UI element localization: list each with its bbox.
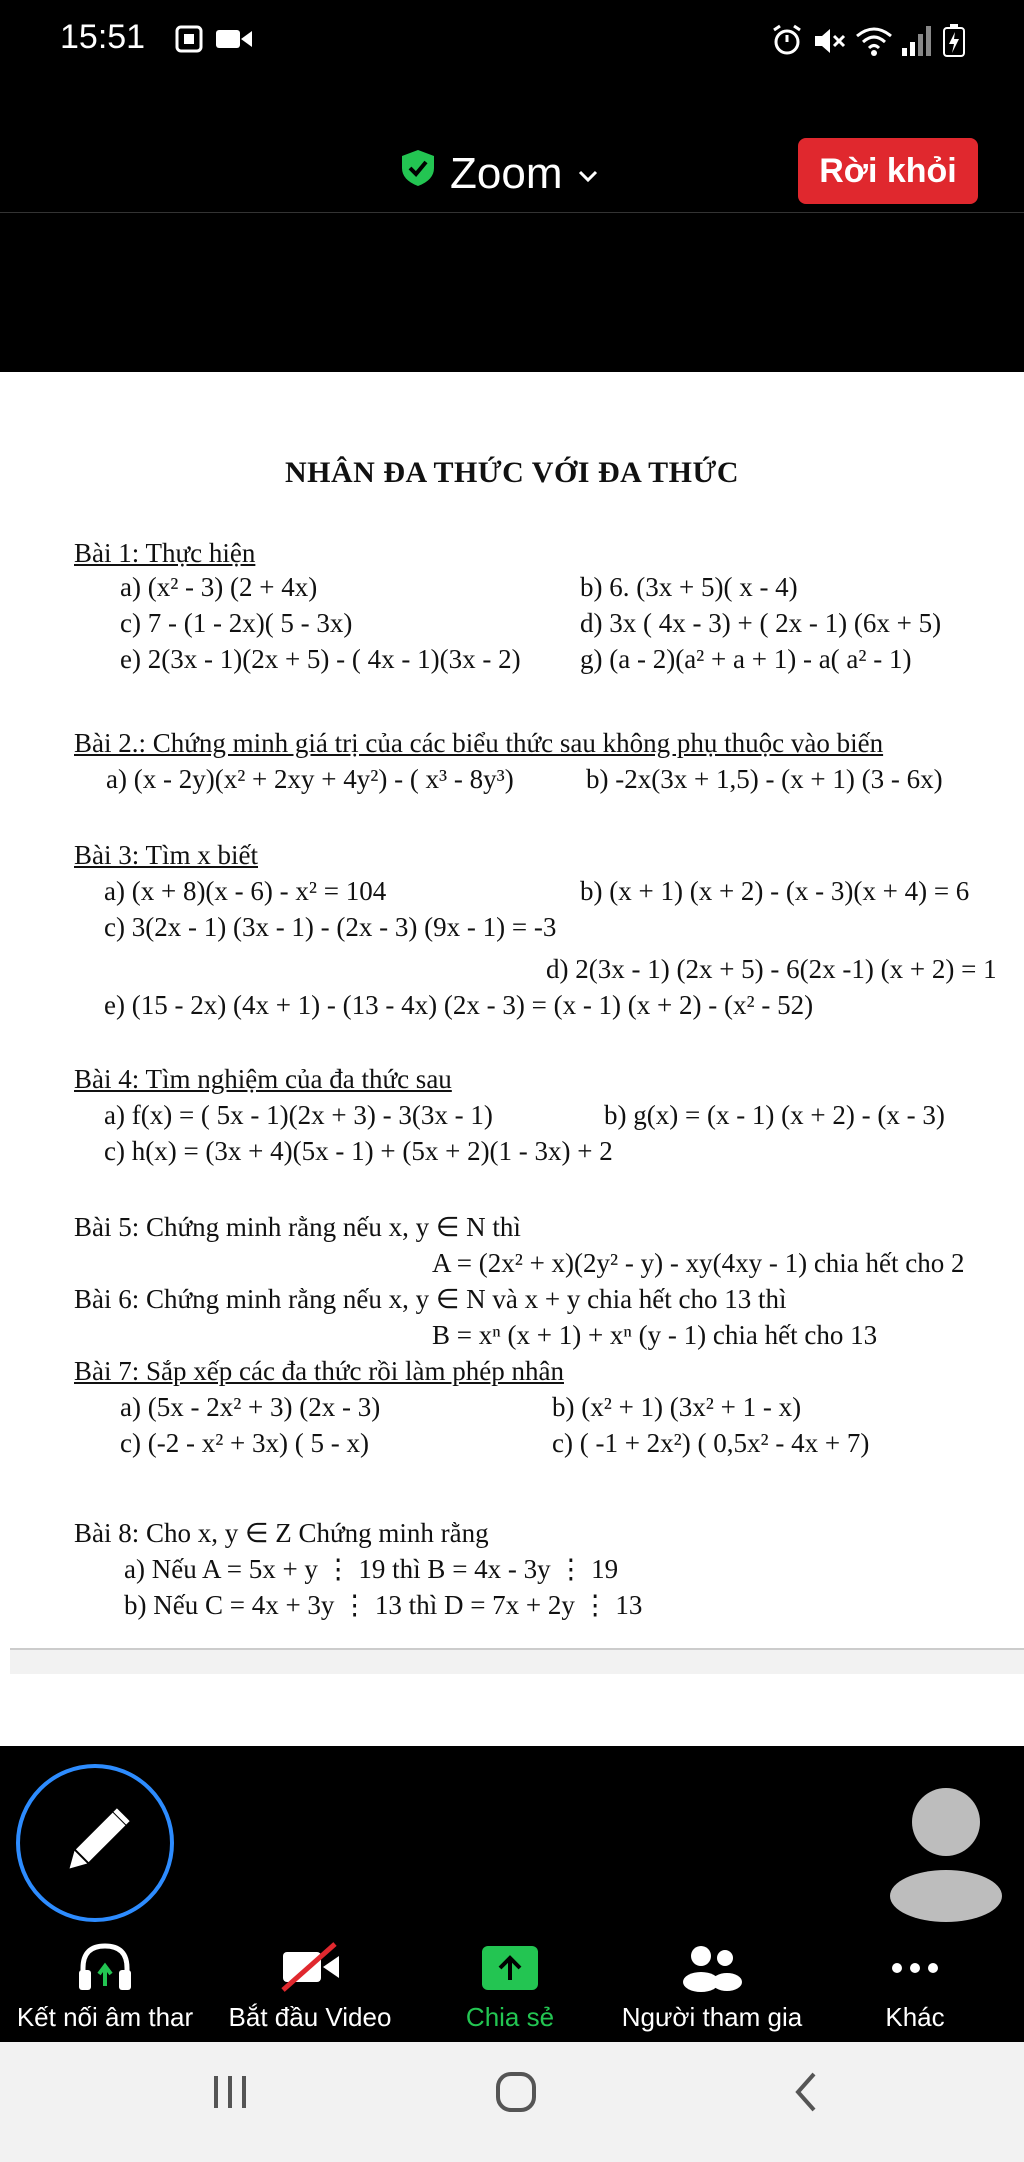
bottom-toolbar (0, 1934, 1024, 2042)
shield-check-icon (400, 148, 436, 199)
meeting-app-name: Zoom (450, 148, 563, 198)
audio-button[interactable] (0, 1934, 210, 2042)
bai6-expr: B = xⁿ (x + 1) + xⁿ (y - 1) chia hết cho 13 (432, 1320, 878, 1350)
document-title: NHÂN ĐA THỨC VỚI ĐA THỨC (284, 456, 739, 489)
participants-icon (679, 1940, 745, 1999)
bai7-c2: c) ( -1 + 2x²) ( 0,5x² - 4x + 7) (552, 1428, 870, 1458)
status-time: 15:51 (60, 18, 146, 56)
bai5-expr: A = (2x² + x)(2y² - y) - xy(4xy - 1) chia hết cho 2 (432, 1248, 965, 1278)
bai3-heading: Bài 3: Tìm x biết (74, 840, 258, 870)
bai1-heading: Bài 1: Thực hiện (74, 538, 256, 568)
mute-icon (812, 24, 846, 63)
share-label: Chia sẻ (465, 2002, 555, 2032)
bai3-a: a) (x + 8)(x - 6) - x² = 104 (104, 876, 387, 906)
meeting-top-bar (0, 130, 1024, 210)
status-bar (0, 0, 1024, 80)
document-footer-strip (10, 1650, 1024, 1674)
annotate-button[interactable] (16, 1764, 174, 1922)
bai7-heading: Bài 7: Sắp xếp các đa thức rồi làm phép nhân (74, 1356, 564, 1386)
share-screen-icon (480, 1940, 540, 1999)
bai4-a: a) f(x) = ( 5x - 1)(2x + 3) - 3(3x - 1) (104, 1100, 493, 1130)
shared-document (0, 372, 1024, 1746)
meeting-title[interactable] (400, 148, 600, 199)
meeting-control-panel (0, 1746, 1024, 2042)
chevron-down-icon (576, 149, 600, 199)
back-icon[interactable] (786, 2070, 830, 2119)
recent-apps-icon[interactable] (208, 2070, 252, 2119)
more-button[interactable] (850, 1934, 980, 2042)
screen-record-icon (174, 24, 204, 59)
bai2-a: a) (x - 2y)(x² + 2xy + 4y²) - ( x³ - 8y³) (106, 764, 514, 794)
bai1-a: a) (x² - 3) (2 + 4x) (120, 572, 318, 602)
bai4-b: b) g(x) = (x - 1) (x + 2) - (x - 3) (604, 1100, 945, 1130)
bai7-c: c) (-2 - x² + 3x) ( 5 - x) (120, 1428, 369, 1458)
bai3-b: b) (x + 1) (x + 2) - (x - 3)(x + 4) = 6 (580, 876, 970, 906)
more-dots-icon (885, 1940, 945, 1999)
bai3-c: c) 3(2x - 1) (3x - 1) - (2x - 3) (9x - 1) = -3 (104, 912, 557, 942)
bai8-a: a) Nếu A = 5x + y ⋮ 19 thì B = 4x - 3y ⋮ 19 (124, 1554, 619, 1584)
bai2-heading: Bài 2.: Chứng minh giá trị của các biểu thức sau không phụ thuộc vào biến (74, 728, 884, 758)
bai1-d: d) 3x ( 4x - 3) + ( 2x - 1) (6x + 5) (580, 608, 942, 638)
bai7-a: a) (5x - 2x² + 3) (2x - 3) (120, 1392, 381, 1422)
bai1-e: e) 2(3x - 1)(2x + 5) - ( 4x - 1)(3x - 2) (120, 644, 521, 674)
alarm-icon (770, 24, 804, 63)
bai3-e: e) (15 - 2x) (4x + 1) - (13 - 4x) (2x - 3) = (x - 1) (x + 2) - (x² - 52) (104, 990, 814, 1020)
home-icon[interactable] (494, 2070, 538, 2119)
bai5-heading: Bài 5: Chứng minh rằng nếu x, y ∈ N thì (74, 1212, 521, 1242)
signal-icon (900, 24, 934, 63)
top-divider (0, 212, 1024, 213)
bai2-b: b) -2x(3x + 1,5) - (x + 1) (3 - 6x) (586, 764, 943, 794)
bai1-g: g) (a - 2)(a² + a + 1) - a( a² - 1) (580, 644, 912, 674)
bai6-heading: Bài 6: Chứng minh rằng nếu x, y ∈ N và x + y chia hết cho 13 thì (74, 1284, 787, 1314)
bai4-c: c) h(x) = (3x + 4)(5x - 1) + (5x + 2)(1 - 3x) + 2 (104, 1136, 613, 1166)
participants-button[interactable] (600, 1934, 824, 2042)
audio-label: Kết nối âm thar (16, 2002, 194, 2032)
bai3-d: d) 2(3x - 1) (2x + 5) - 6(2x -1) (x + 2) = 1 (546, 954, 997, 984)
bai1-c: c) 7 - (1 - 2x)( 5 - 3x) (120, 608, 353, 638)
bai8-heading: Bài 8: Cho x, y ∈ Z Chứng minh rằng (74, 1518, 489, 1548)
start-video-button[interactable] (210, 1934, 410, 2042)
bai7-b: b) (x² + 1) (3x² + 1 - x) (552, 1392, 802, 1422)
participants-label: Người tham gia (621, 2002, 803, 2032)
leave-meeting-button[interactable]: Rời khỏi (798, 138, 978, 204)
pencil-icon (20, 1768, 170, 1918)
headphones-icon (75, 1940, 135, 1999)
bai1-b: b) 6. (3x + 5)( x - 4) (580, 572, 798, 602)
bai4-heading: Bài 4: Tìm nghiệm của đa thức sau (74, 1064, 452, 1094)
share-button[interactable] (440, 1934, 580, 2042)
avatar-icon (888, 1784, 1004, 1924)
video-off-icon (277, 1940, 343, 1999)
start-video-label: Bắt đầu Video (228, 2002, 392, 2032)
bai8-b: b) Nếu C = 4x + 3y ⋮ 13 thì D = 7x + 2y ⋮ 13 (124, 1590, 643, 1620)
video-camera-icon (214, 24, 254, 59)
wifi-icon (854, 24, 894, 63)
more-label: Khác (885, 2002, 945, 2032)
system-navigation-bar (0, 2042, 1024, 2162)
battery-icon (942, 24, 966, 63)
